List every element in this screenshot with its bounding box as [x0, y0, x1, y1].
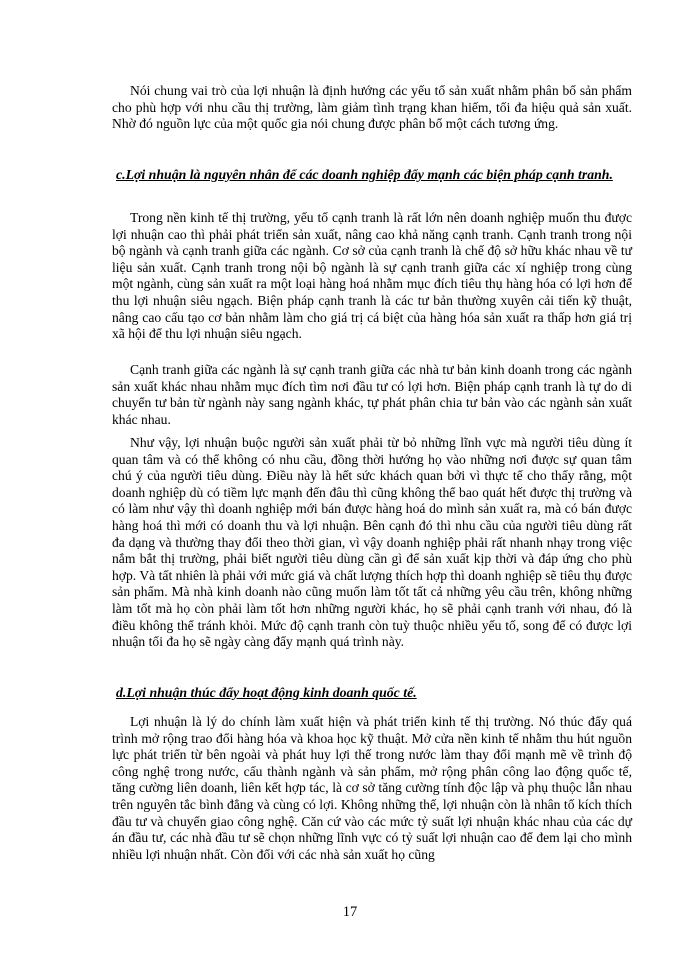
paragraph-consumer-orientation: Như vậy, lợi nhuận buộc người sản xuất phải từ bỏ những lĩnh vực mà người tiêu dùng ít quan tâm và có thể không có nhu cầu, đồng thời hướng họ vào những nơi được sự quan tâm chú ý của người tiêu dùng. Điều này là hết sức khách quan bởi vì thực tế cho thấy rằng, một doanh nghiệp dù có tiềm lực mạnh đến đâu thì cũng không thể bao quát hết được thị trường và có làm như vậy thì doanh nghiệp mới bán được hàng hoá do mình sản xuất ra, mà có bán được hàng hoá thì mới có doanh thu và lợi nhuận. Bên cạnh đó thì nhu cầu của người tiêu dùng rất đa dạng và thường thay đổi theo thời gian, vì vậy doanh nghiệp phải rất nhanh nhạy trong việc nắm bắt thị trường, phải biết người tiêu dùng cần gì để sản xuất kịp thời và đáp ứng cho phù hợp. Và tất nhiên là phải với mức giá và chất lượng thích hợp thì doanh nghiệp sẽ tiêu thụ được sản phẩm. Mà nhà kinh doanh nào cũng muốn làm tốt tất cả những yêu cầu trên, không những làm tốt mà họ còn phải làm tốt hơn những người khác, họ sẽ phải cạnh tranh với nhau, đó là điều không thể tránh khỏi. Mức độ cạnh tranh còn tuỳ thuộc nhiều yếu tố, song để có được lợi nhuận tối đa họ sẽ ngày càng đẩy mạnh quá trình này. — [112, 435, 632, 650]
paragraph-role-of-profit: Nói chung vai trò của lợi nhuận là định hướng các yếu tố sản xuất nhằm phân bố sản phẩm cho phù hợp với nhu cầu thị trường, làm giảm tình trạng khan hiếm, tối đa hiệu quả sản xuất. Nhờ đó nguồn lực của một quốc gia nói chung được phân bổ một cách tương ứng. — [112, 83, 632, 132]
section-heading-d: d.Lợi nhuận thúc đẩy hoạt động kinh doanh quốc tế. — [116, 685, 417, 700]
page-number: 17 — [342, 904, 358, 920]
paragraph-international-business: Lợi nhuận là lý do chính làm xuất hiện và phát triển kinh tế thị trường. Nó thúc đẩy quá trình mở rộng trao đổi hàng hóa và khoa học kỹ thuật. Mở cửa nền kinh tế nhằm thu hút nguồn lực phát triển từ bên ngoài và phát huy lợi thế trong nước làm thay đổi mạnh mẽ về trình độ công nghệ trong nước, cấu thành ngành và sản phẩm, mở rộng phân công lao động quốc tế, tăng cường liên doanh, liên kết hợp tác, là cơ sở tăng cường tính độc lập và phụ thuộc lẫn nhau trên nguyên tắc bình đẳng và cùng có lợi. Không những thế, lợi nhuận còn là nhân tố kích thích đầu tư và chuyển giao công nghệ. Căn cứ vào các mức tỷ suất lợi nhuận khác nhau của các dự án đầu tư, các nhà đầu tư sẽ chọn những lĩnh vực có tỷ suất lợi nhuận cao để đem lại cho mình nhiều lợi nhuận nhất. Còn đối với các nhà sản xuất họ cũng — [112, 714, 632, 862]
paragraph-competition: Trong nền kinh tế thị trường, yếu tố cạnh tranh là rất lớn nên doanh nghiệp muốn thu được lợi nhuận cao thì phải phát triển sản xuất, nâng cao khả năng cạnh tranh. Cạnh tranh trong nội bộ ngành và cạnh tranh giữa các ngành. Cơ sở của cạnh tranh là chế độ sở hữu khác nhau về tư liệu sản xuất. Cạnh tranh trong nội bộ ngành là sự cạnh tranh giữa các xí nghiệp trong cùng một ngành, cùng sản xuất ra một loại hàng hoá nhằm mục đích tiêu thụ hàng hóa có lợi hơn để thu lợi nhuận siêu ngạch. Biện pháp cạnh tranh là các tư bản thường xuyên cải tiến kỹ thuật, nâng cao cấu tạo cơ bản nhằm làm cho giá trị cá biệt của hàng hóa sản xuất ra thấp hơn giá trị xã hội để thu lợi nhuận siêu ngạch. — [112, 210, 632, 342]
paragraph-inter-industry-competition: Cạnh tranh giữa các ngành là sự cạnh tranh giữa các nhà tư bản kinh doanh trong các ngành sản xuất khác nhau nhằm mục đích tìm nơi đầu tư có lợi hơn. Biện pháp cạnh tranh là tự do di chuyển tư bản từ ngành này sang ngành khác, tự phát phân chia tư bản vào các ngành sản xuất khác nhau. — [112, 362, 632, 427]
section-heading-c: c.Lợi nhuận là nguyên nhân để các doanh nghiệp đẩy mạnh các biện pháp cạnh tranh. — [116, 167, 613, 182]
